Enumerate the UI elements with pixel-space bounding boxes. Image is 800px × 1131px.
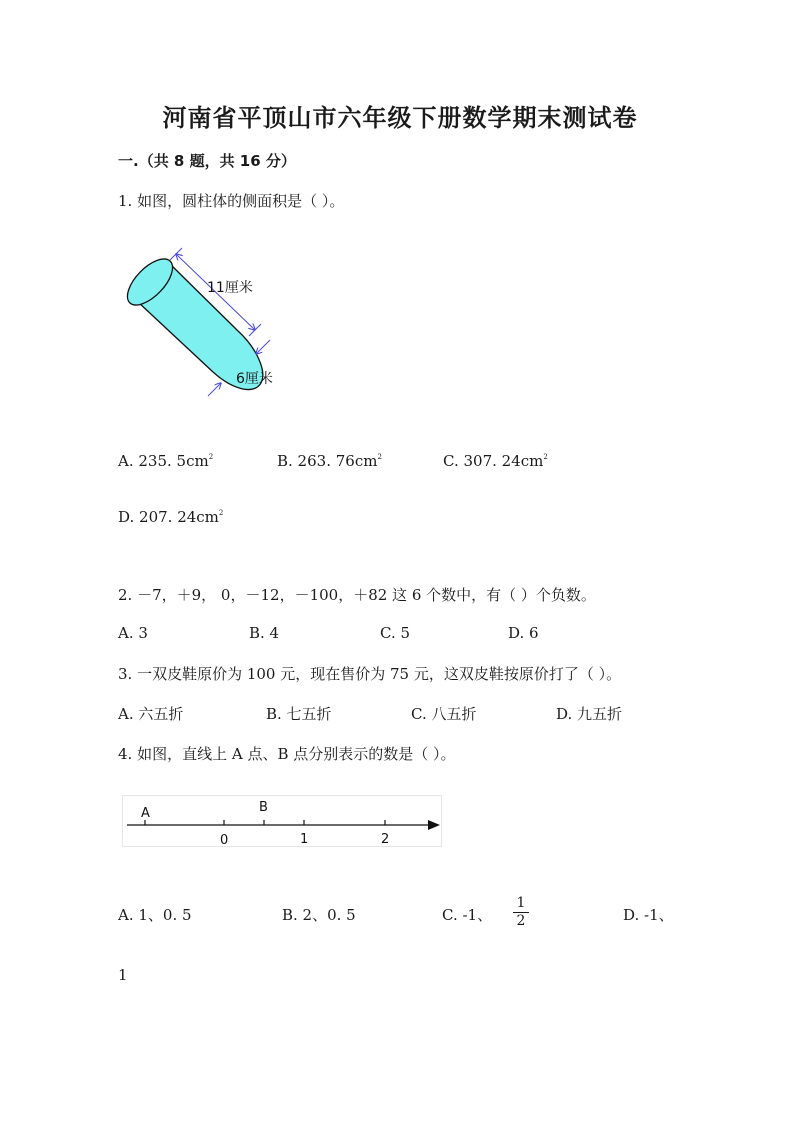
point-a-label: A [141,806,150,821]
q3-option-b[interactable]: B. 七五折 [266,705,332,723]
q2-option-d[interactable]: D. 6 [508,624,539,642]
q3-option-c[interactable]: C. 八五折 [411,705,477,723]
length-label: 11厘米 [207,280,253,296]
q1-option-a[interactable]: A. 235. $5cm^2$ [118,452,214,470]
section-heading: 一.（共 8 题，共 16 分） [118,152,296,170]
point-b-label: B [259,800,268,815]
q4-option-d-continued: 1 [118,966,128,984]
q1-option-b[interactable]: B. 263. $76cm^2$ [277,452,382,470]
question-4-text: 4. 如图，直线上 A 点、B 点分别表示的数是（ ）。 [118,745,456,763]
question-2-text: 2. －7，＋9， 0，－12，－100，＋82 这 6 个数中，有（ ）个负数。 [118,586,596,604]
q3-option-a[interactable]: A. 六五折 [118,705,184,723]
question-1-text: 1. 如图，圆柱体的侧面积是（ ）。 [118,192,345,210]
tick-1-label: 1 [300,832,309,847]
q1-option-c[interactable]: C. 307. $24cm^2$ [443,452,548,470]
diameter-label: 6厘米 [236,371,273,387]
q4-option-d[interactable]: D. -1、 [623,906,674,924]
diameter-arrow-upper [256,340,270,354]
number-line-arrowhead [428,820,440,830]
fraction-denominator: 2 [516,913,526,929]
q1-option-d[interactable]: D. 207. $24cm^2$ [118,508,224,526]
diameter-arrow-lower [208,383,221,396]
q4-option-a[interactable]: A. 1、0. 5 [118,906,192,924]
fraction-numerator: 1 [516,895,526,911]
q4-option-c-fraction [513,896,529,929]
q2-option-c[interactable]: C. 5 [380,624,411,642]
q2-option-b[interactable]: B. 4 [249,624,280,642]
tick-0-label: 0 [220,833,229,847]
q3-option-d[interactable]: D. 九五折 [556,705,623,723]
cylinder-figure [118,240,308,405]
tick-2-label: 2 [381,832,390,847]
page-title: 河南省平顶山市六年级下册数学期末测试卷 [162,103,638,132]
q4-option-c[interactable]: C. -1、 [442,906,493,924]
q2-option-a[interactable]: A. 3 [118,624,148,642]
q4-option-b[interactable]: B. 2、0. 5 [282,906,356,924]
number-line-figure [122,795,442,847]
question-3-text: 3. 一双皮鞋原价为 100 元，现在售价为 75 元，这双皮鞋按原价打了（ ）。 [118,665,622,683]
